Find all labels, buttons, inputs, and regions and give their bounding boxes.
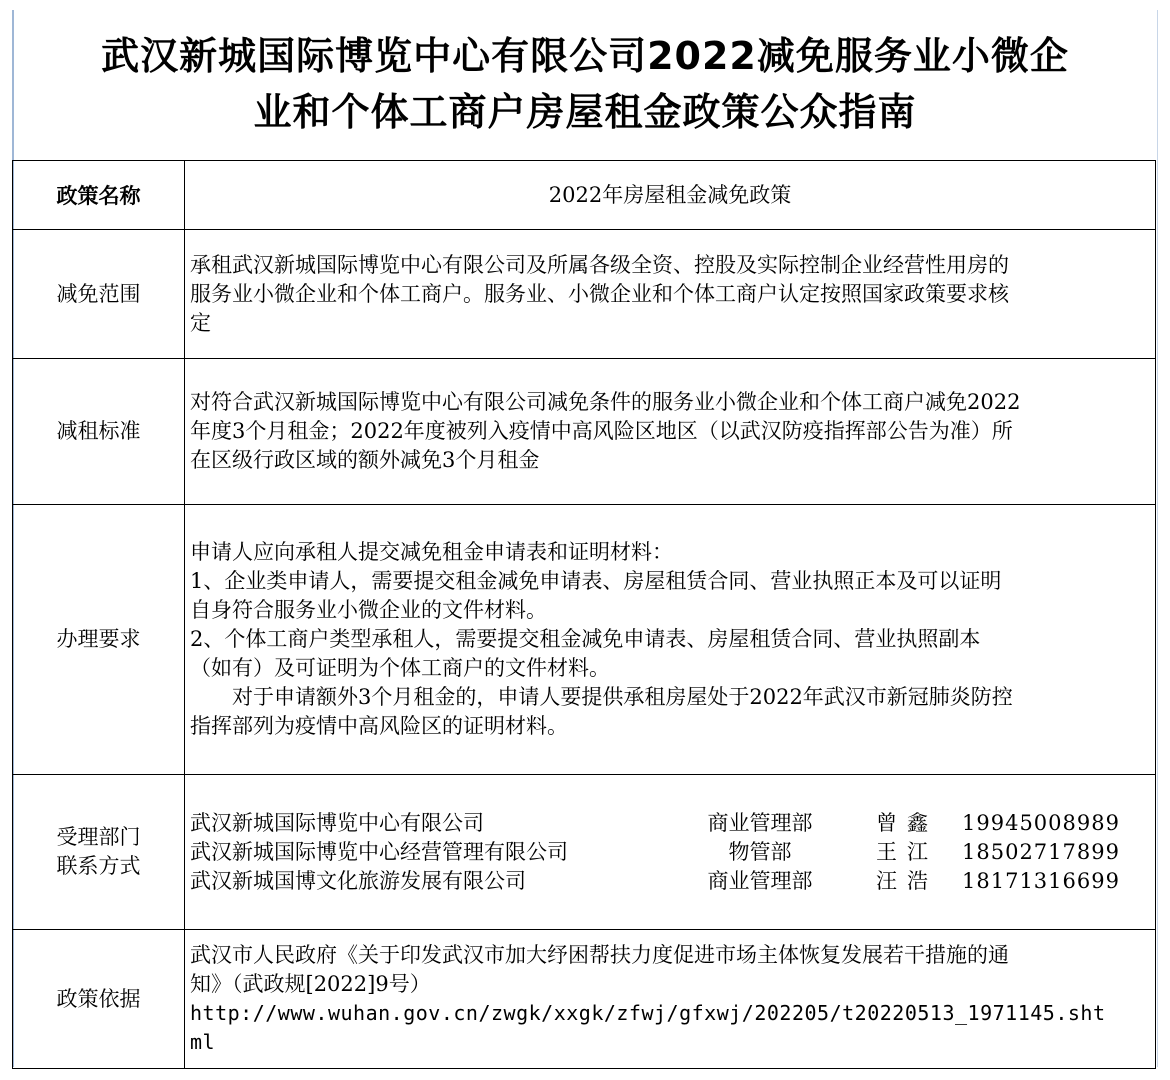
contact-phone: 18502717899 <box>962 839 1120 864</box>
requirements-line: 对于申请额外3个月租金的，申请人要提供承租房屋处于2022年武汉市新冠肺炎防控 <box>232 685 1013 709</box>
contacts-content <box>185 775 1156 930</box>
requirements-line: 申请人应向承租人提交减免租金申请表和证明材料： <box>190 540 673 564</box>
requirements-line: 自身符合服务业小微企业的文件材料。 <box>190 598 547 622</box>
basis-content <box>185 930 1156 1069</box>
contact-name: 曾鑫 <box>876 810 938 835</box>
scope-label: 减免范围 <box>13 230 185 359</box>
contacts-label-line-2: 联系方式 <box>56 854 141 878</box>
requirements-line: 2、个体工商户类型承租人，需要提交租金减免申请表、房屋租赁合同、营业执照副本 <box>190 627 981 651</box>
contact-name: 汪浩 <box>876 868 938 893</box>
contact-row <box>190 867 1149 896</box>
contact-name: 王江 <box>876 839 938 864</box>
contact-org: 武汉新城国博文化旅游发展有限公司 <box>190 868 526 893</box>
requirements-label: 办理要求 <box>13 505 185 775</box>
requirements-line: （如有）及可证明为个体工商户的文件材料。 <box>190 656 610 680</box>
standard-line: 年度3个月租金；2022年度被列入疫情中高风险区地区（以武汉防疫指挥部公告为准）所 <box>190 419 1013 443</box>
table-row-policy-name <box>13 161 1156 230</box>
table-row-scope <box>13 230 1156 359</box>
requirements-line: 指挥部列为疫情中高风险区的证明材料。 <box>190 714 568 738</box>
scope-line: 承租武汉新城国际博览中心有限公司及所属各级全资、控股及实际控制企业经营性用房的 <box>190 252 1009 277</box>
basis-url-line[interactable]: http://www.wuhan.gov.cn/zwgk/xxgk/zfwj/gfxwj/202205/t20220513_1971145.sht <box>190 1001 1106 1025</box>
policy-name-value: 2022年房屋租金减免政策 <box>185 161 1156 230</box>
contact-org: 武汉新城国际博览中心有限公司 <box>190 810 484 835</box>
standard-line: 对符合武汉新城国际博览中心有限公司减免条件的服务业小微企业和个体工商户减免2022 <box>190 390 1021 414</box>
contact-row <box>190 838 1149 867</box>
standard-label: 减租标准 <box>13 359 185 505</box>
contact-org: 武汉新城国际博览中心经营管理有限公司 <box>190 839 568 864</box>
contact-phone: 18171316699 <box>962 868 1120 893</box>
requirements-line: 1、企业类申请人，需要提交租金减免申请表、房屋租赁合同、营业执照正本及可以证明 <box>190 569 1002 593</box>
standard-line: 在区级行政区域的额外减免3个月租金 <box>190 448 540 472</box>
basis-line: 知》（武政规[2022]9号） <box>190 972 431 996</box>
title-line-2: 业和个体工商户房屋租金政策公众指南 <box>253 90 917 134</box>
contacts-label <box>13 775 185 930</box>
contact-dept: 物管部 <box>728 839 792 864</box>
basis-label: 政策依据 <box>13 930 185 1069</box>
basis-line: 武汉市人民政府《关于印发武汉市加大纾困帮扶力度促进市场主体恢复发展若干措施的通 <box>190 943 1009 967</box>
scope-line: 服务业小微企业和个体工商户。服务业、小微企业和个体工商户认定按照国家政策要求核 <box>190 281 1009 306</box>
title-line-1: 武汉新城国际博览中心有限公司2022减免服务业小微企 <box>101 34 1069 78</box>
policy-name-label: 政策名称 <box>13 161 185 230</box>
table-row-standard <box>13 359 1156 505</box>
contact-phone: 19945008989 <box>962 810 1120 835</box>
contact-row <box>190 809 1149 838</box>
requirements-content <box>185 505 1156 775</box>
page-title <box>12 28 1158 140</box>
standard-content <box>185 359 1156 505</box>
scope-content <box>185 230 1156 359</box>
contact-dept: 商业管理部 <box>707 810 813 835</box>
contacts-label-line-1: 受理部门 <box>56 825 141 849</box>
policy-table <box>12 160 1156 1069</box>
table-row-requirements <box>13 505 1156 775</box>
table-row-basis <box>13 930 1156 1069</box>
contact-dept: 商业管理部 <box>707 868 813 893</box>
table-row-contacts <box>13 775 1156 930</box>
scope-line: 定 <box>190 310 211 335</box>
basis-url-line[interactable]: ml <box>190 1030 216 1054</box>
